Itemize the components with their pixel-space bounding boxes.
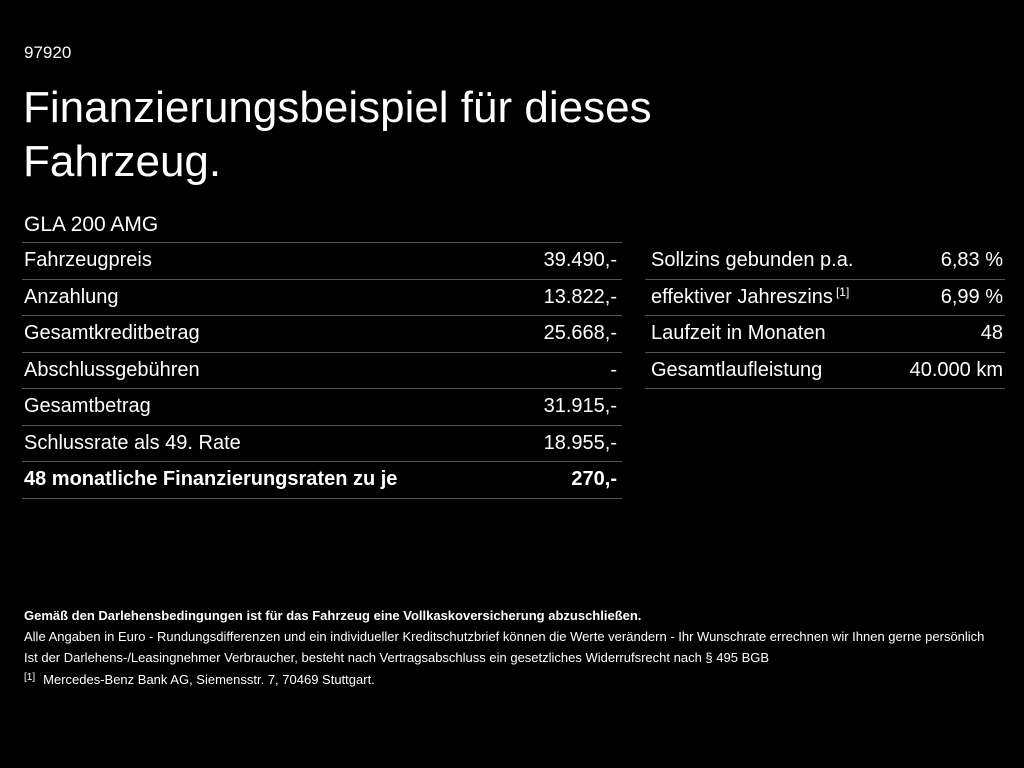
table-row — [22, 243, 622, 280]
row-label: Schlussrate als 49. Rate — [24, 431, 241, 454]
disclaimer-note: Alle Angaben in Euro - Rundungsdifferenzen und ein individueller Kreditschutzbrief können die Werte verändern - Ihr Wunschrate errechnen wir Ihnen gerne persönlich — [24, 629, 985, 644]
withdrawal-note: Ist der Darlehens-/Leasingnehmer Verbraucher, besteht nach Vertragsabschluss ein gesetzliches Widerrufsrecht nach § 495 BGB — [24, 650, 770, 665]
row-label: Abschlussgebühren — [24, 358, 200, 381]
row-label: Anzahlung — [24, 285, 119, 308]
table-row-monthly-rate — [22, 462, 622, 499]
row-value: 270,- — [571, 468, 617, 491]
row-value: 6,83 % — [940, 249, 1003, 272]
page-title — [23, 81, 652, 189]
row-value: 48 — [980, 322, 1003, 345]
footnote-reference: [1] — [835, 284, 850, 299]
financing-table-right — [645, 242, 1005, 389]
row-value: - — [610, 358, 617, 381]
row-value: 18.955,- — [543, 431, 617, 454]
insurance-note: Gemäß den Darlehensbedingungen ist für das Fahrzeug eine Vollkaskoversicherung abzuschließen. — [24, 608, 642, 623]
table-row — [645, 280, 1005, 317]
table-row — [22, 316, 622, 353]
row-value: 40.000 km — [909, 358, 1003, 381]
row-value: 6,99 % — [940, 285, 1003, 308]
row-label: Fahrzeugpreis — [24, 249, 152, 272]
table-row — [22, 280, 622, 317]
model-name: GLA 200 AMG — [24, 213, 159, 236]
row-value: 25.668,- — [543, 322, 617, 345]
row-label: 48 monatliche Finanzierungsraten zu je — [24, 468, 398, 491]
footnote-text: Mercedes-Benz Bank AG, Siemensstr. 7, 70469 Stuttgart. — [43, 672, 375, 687]
financing-table-left — [22, 242, 622, 499]
row-label: Sollzins gebunden p.a. — [651, 249, 854, 272]
table-row — [22, 426, 622, 463]
footnote — [24, 672, 375, 687]
table-row — [645, 316, 1005, 353]
row-label: effektiver Jahreszins [1] — [651, 284, 850, 308]
row-value: 13.822,- — [543, 285, 617, 308]
table-row — [22, 389, 622, 426]
row-label: Gesamtlaufleistung — [651, 358, 823, 381]
footnote-marker: [1] — [24, 672, 36, 683]
row-label: Gesamtkreditbetrag — [24, 322, 200, 345]
table-row — [645, 353, 1005, 390]
page-title-line2: Fahrzeug. — [23, 137, 222, 186]
row-value: 39.490,- — [543, 249, 617, 272]
table-row — [645, 243, 1005, 280]
row-label: Gesamtbetrag — [24, 395, 151, 418]
doc-number: 97920 — [24, 43, 72, 62]
row-label: Laufzeit in Monaten — [651, 322, 826, 345]
page-title-line1: Finanzierungsbeispiel für dieses — [23, 83, 652, 132]
table-row — [22, 353, 622, 390]
row-value: 31.915,- — [543, 395, 617, 418]
